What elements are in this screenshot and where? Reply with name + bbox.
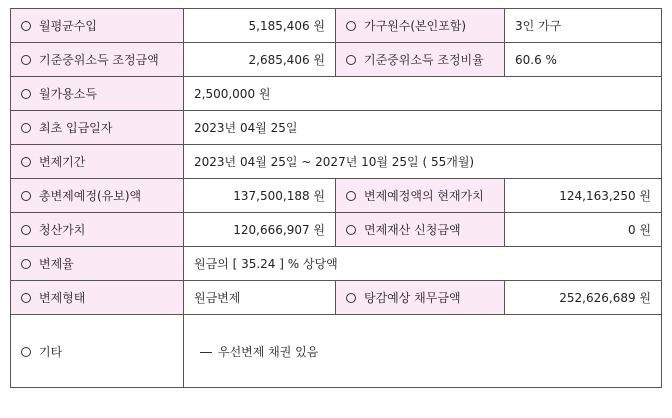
circle-bullet-icon xyxy=(21,259,31,269)
circle-bullet-icon xyxy=(21,191,31,201)
label-text: 변제기간 xyxy=(39,155,86,169)
label-text: 기타 xyxy=(39,344,63,359)
value-first-payment-date: 2023년 04월 25일 xyxy=(184,111,662,145)
circle-bullet-icon xyxy=(346,55,356,65)
label-text: 기준중위소득 조정비율 xyxy=(364,53,484,67)
row-liquidation-value xyxy=(11,213,662,247)
label-repayment-type xyxy=(11,281,184,315)
dash-icon xyxy=(200,352,212,353)
label-repayment-period xyxy=(11,145,184,179)
row-repayment-rate xyxy=(11,247,662,281)
row-total-repayment xyxy=(11,179,662,213)
label-repayment-rate xyxy=(11,247,184,281)
circle-bullet-icon xyxy=(346,293,356,303)
value-repayment-period: 2023년 04월 25일 ~ 2027년 10월 25일 ( 55개월) xyxy=(184,145,662,179)
value-monthly-income: 5,185,406 원 xyxy=(184,9,336,43)
value-household-size: 3인 가구 xyxy=(505,9,662,43)
note-text: 우선변제 채권 있음 xyxy=(218,344,319,359)
row-repayment-period xyxy=(11,145,662,179)
circle-bullet-icon xyxy=(21,89,31,99)
label-text: 기준중위소득 조정금액 xyxy=(39,53,159,67)
label-present-value xyxy=(336,179,505,213)
label-total-repayment xyxy=(11,179,184,213)
row-repayment-type xyxy=(11,281,662,315)
circle-bullet-icon xyxy=(21,21,31,31)
label-liquidation-value xyxy=(11,213,184,247)
label-median-income-amount xyxy=(11,43,184,77)
row-monthly-income xyxy=(11,9,662,43)
label-monthly-income xyxy=(11,9,184,43)
circle-bullet-icon xyxy=(346,191,356,201)
label-text: 청산가치 xyxy=(39,223,86,237)
label-text: 최초 입금일자 xyxy=(39,121,113,135)
label-text: 총변제예정(유보)액 xyxy=(39,189,142,203)
label-disposable-income xyxy=(11,77,184,111)
label-text: 월가용소득 xyxy=(39,87,97,101)
label-first-payment-date xyxy=(11,111,184,145)
circle-bullet-icon xyxy=(346,225,356,235)
label-exempt-property xyxy=(336,213,505,247)
label-text: 탕감예상 채무금액 xyxy=(364,291,461,305)
value-repayment-type: 원금변제 xyxy=(184,281,336,315)
value-exempt-property: 0 원 xyxy=(505,213,662,247)
value-expected-debt-relief: 252,626,689 원 xyxy=(505,281,662,315)
label-text: 변제예정액의 현재가치 xyxy=(364,189,484,203)
circle-bullet-icon xyxy=(346,21,356,31)
label-text: 가구원수(본인포함) xyxy=(364,19,467,33)
circle-bullet-icon xyxy=(21,293,31,303)
label-expected-debt-relief xyxy=(336,281,505,315)
circle-bullet-icon xyxy=(21,55,31,65)
row-median-income xyxy=(11,43,662,77)
value-present-value: 124,163,250 원 xyxy=(505,179,662,213)
label-text: 변제율 xyxy=(39,257,74,271)
repayment-summary-table xyxy=(10,8,662,388)
circle-bullet-icon xyxy=(21,157,31,167)
circle-bullet-icon xyxy=(21,347,31,357)
value-total-repayment: 137,500,188 원 xyxy=(184,179,336,213)
label-median-income-ratio xyxy=(336,43,505,77)
label-text: 월평균수입 xyxy=(39,19,97,33)
circle-bullet-icon xyxy=(21,225,31,235)
row-other xyxy=(11,315,662,388)
label-text: 변제형태 xyxy=(39,291,86,305)
label-other xyxy=(11,315,184,388)
row-disposable-income xyxy=(11,77,662,111)
value-repayment-rate: 원금의 [ 35.24 ] % 상당액 xyxy=(184,247,662,281)
value-disposable-income: 2,500,000 원 xyxy=(184,77,662,111)
note-wrap xyxy=(194,345,318,359)
label-household-size xyxy=(336,9,505,43)
value-median-income-amount: 2,685,406 원 xyxy=(184,43,336,77)
label-text: 면제재산 신청금액 xyxy=(364,223,461,237)
circle-bullet-icon xyxy=(21,123,31,133)
row-first-payment-date xyxy=(11,111,662,145)
value-other xyxy=(184,315,662,388)
value-median-income-ratio: 60.6 % xyxy=(505,43,662,77)
value-liquidation-value: 120,666,907 원 xyxy=(184,213,336,247)
